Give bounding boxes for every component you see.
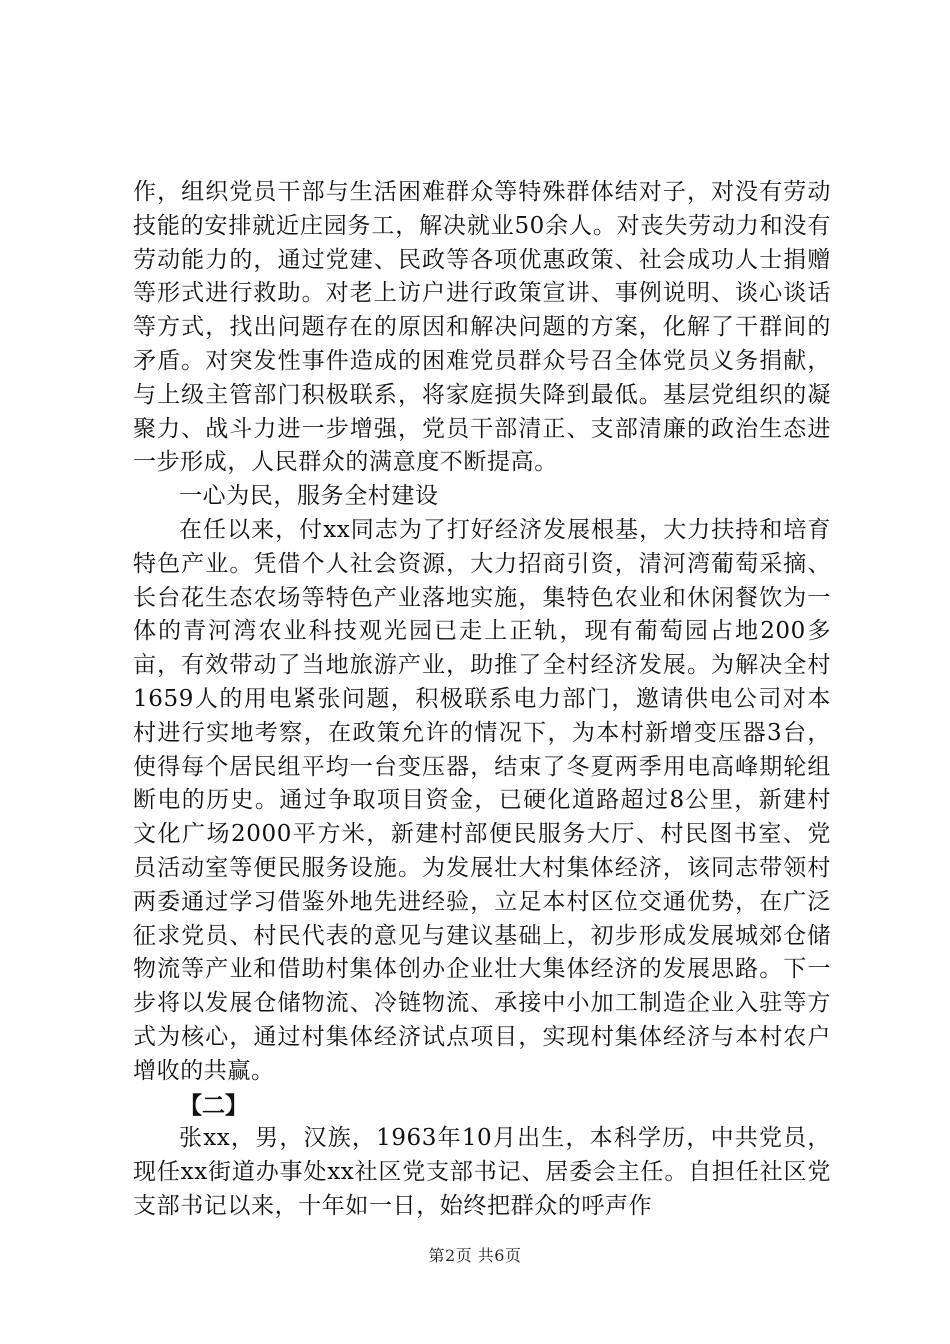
paragraph-economy: 在任以来，付xx同志为了打好经济发展根基，大力扶持和培育特色产业。凭借个人社会资源，大力招商引资，清河湾葡萄采摘、长台花生态农场等特色产业落地实施，集特色农业和休闲餐饮为一体的青河湾农业科技观光园已走上正轨，现有葡萄园占地200多亩，有效带动了当地旅游产业，助推了全村经济发展。为解决全村1659人的用电紧张问题，积极联系电力部门，邀请供电公司对本村进行实地考察，在政策允许的情况下，为本村新增变压器3台，使得每个居民组平均一台变压器，结束了冬夏两季用电高峰期轮组断电的历史。通过争取项目资金，已硬化道路超过8公里，新建村文化广场2000平方米，新建村部便民服务大厅、村民图书室、党员活动室等便民服务设施。为发展壮大村集体经济，该同志带领村两委通过学习借鉴外地先进经验，立足本村区位交通优势，在广泛征求党员、村民代表的意见与建议基础上，初步形成发展城郊仓储物流等产业和借助村集体创办企业壮大集体经济的发展思路。下一步将以发展仓储物流、冷链物流、承接中小加工制造企业入驻等方式为核心，通过村集体经济试点项目，实现村集体经济与本村农户增收的共赢。 [133,516,831,1084]
paragraph-continued: 作，组织党员干部与生活困难群众等特殊群体结对子，对没有劳动技能的安排就近庄园务工，解决就业50余人。对丧失劳动力和没有劳动能力的，通过党建、民政等各项优惠政策、社会成功人士捐赠等形式进行救助。对老上访户进行政策宣讲、事例说明、谈心谈话等方式，找出问题存在的原因和解决问题的方案，化解了干群间的矛盾。对突发性事件造成的困难党员群众号召全体党员义务捐献，与上级主管部门积极联系，将家庭损失降到最低。基层党组织的凝聚力、战斗力进一步增强，党员干部清正、支部清廉的政治生态进一步形成，人民群众的满意度不断提高。 [133,179,831,476]
paragraph-profile: 张xx，男，汉族，1963年10月出生，本科学历，中共党员，现任xx街道办事处xx社区党支部书记、居委会主任。自担任社区党支部书记以来，十年如一日，始终把群众的呼声作 [133,1125,831,1219]
section-number-label: 【二】 [179,1091,248,1119]
section-heading: 一心为民，服务全村建设 [179,483,439,510]
page-number-footer: 第2页 共6页 [428,1246,522,1265]
document-body [133,176,831,1224]
